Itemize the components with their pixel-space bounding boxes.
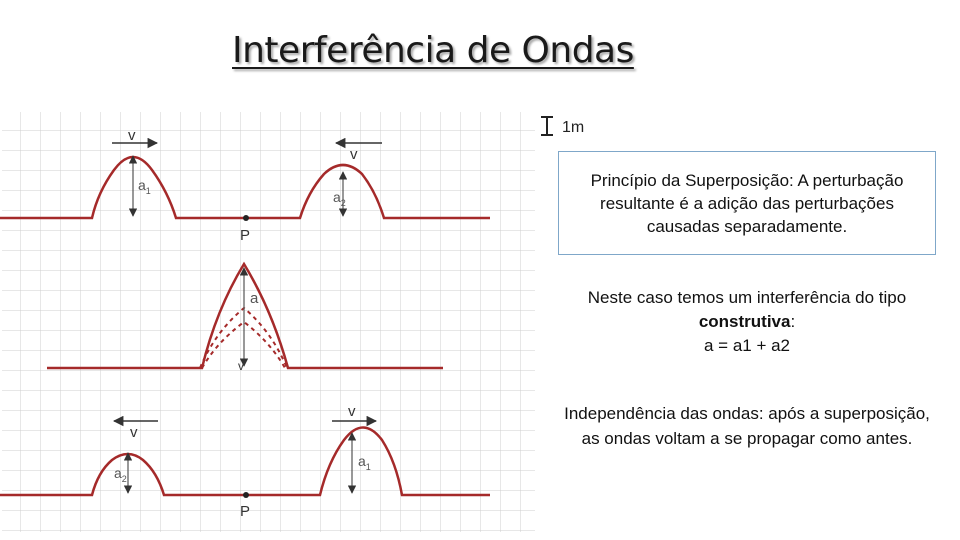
point-p [243, 492, 249, 498]
amplitude-label-sum: a [250, 290, 259, 307]
velocity-label: v [348, 403, 356, 420]
velocity-label: v [130, 424, 138, 441]
independence-text: Independência das ondas: após a superposição, as ondas voltam a se propagar como antes. [564, 404, 930, 448]
amplitude-label-a2: $a_2$ [114, 465, 127, 484]
amplitude-label-a1: $a_1$ [358, 453, 371, 472]
amplitude-label-a2: $a_2$ [333, 189, 346, 208]
scale-indicator [541, 117, 584, 136]
slide-title: Interferência de Ondas [232, 30, 634, 71]
amplitude-label-a1: $a_1$ [138, 177, 151, 196]
velocity-label: v [350, 146, 358, 163]
velocity-label: v [238, 359, 244, 373]
point-p [243, 215, 249, 221]
point-label: P [240, 503, 251, 520]
wave-interference-figure [0, 110, 600, 535]
scale-label: 1m [562, 119, 585, 136]
velocity-label: v [128, 127, 136, 144]
constructive-line: Neste caso temos um interferência do tipo [587, 288, 907, 307]
superposition-principle-text: Princípio da Superposição: A perturbação resultante é a adição das perturbações causadas separadamente. [590, 170, 904, 236]
constructive-bold: construtiva [698, 312, 791, 331]
constructive-interference-text [560, 286, 934, 358]
constructive-colon: : [790, 312, 796, 331]
superposition-principle-box [558, 151, 936, 255]
grid-background [2, 112, 535, 532]
point-label: P [240, 227, 251, 244]
constructive-formula: a = a1 + a2 [703, 336, 791, 355]
